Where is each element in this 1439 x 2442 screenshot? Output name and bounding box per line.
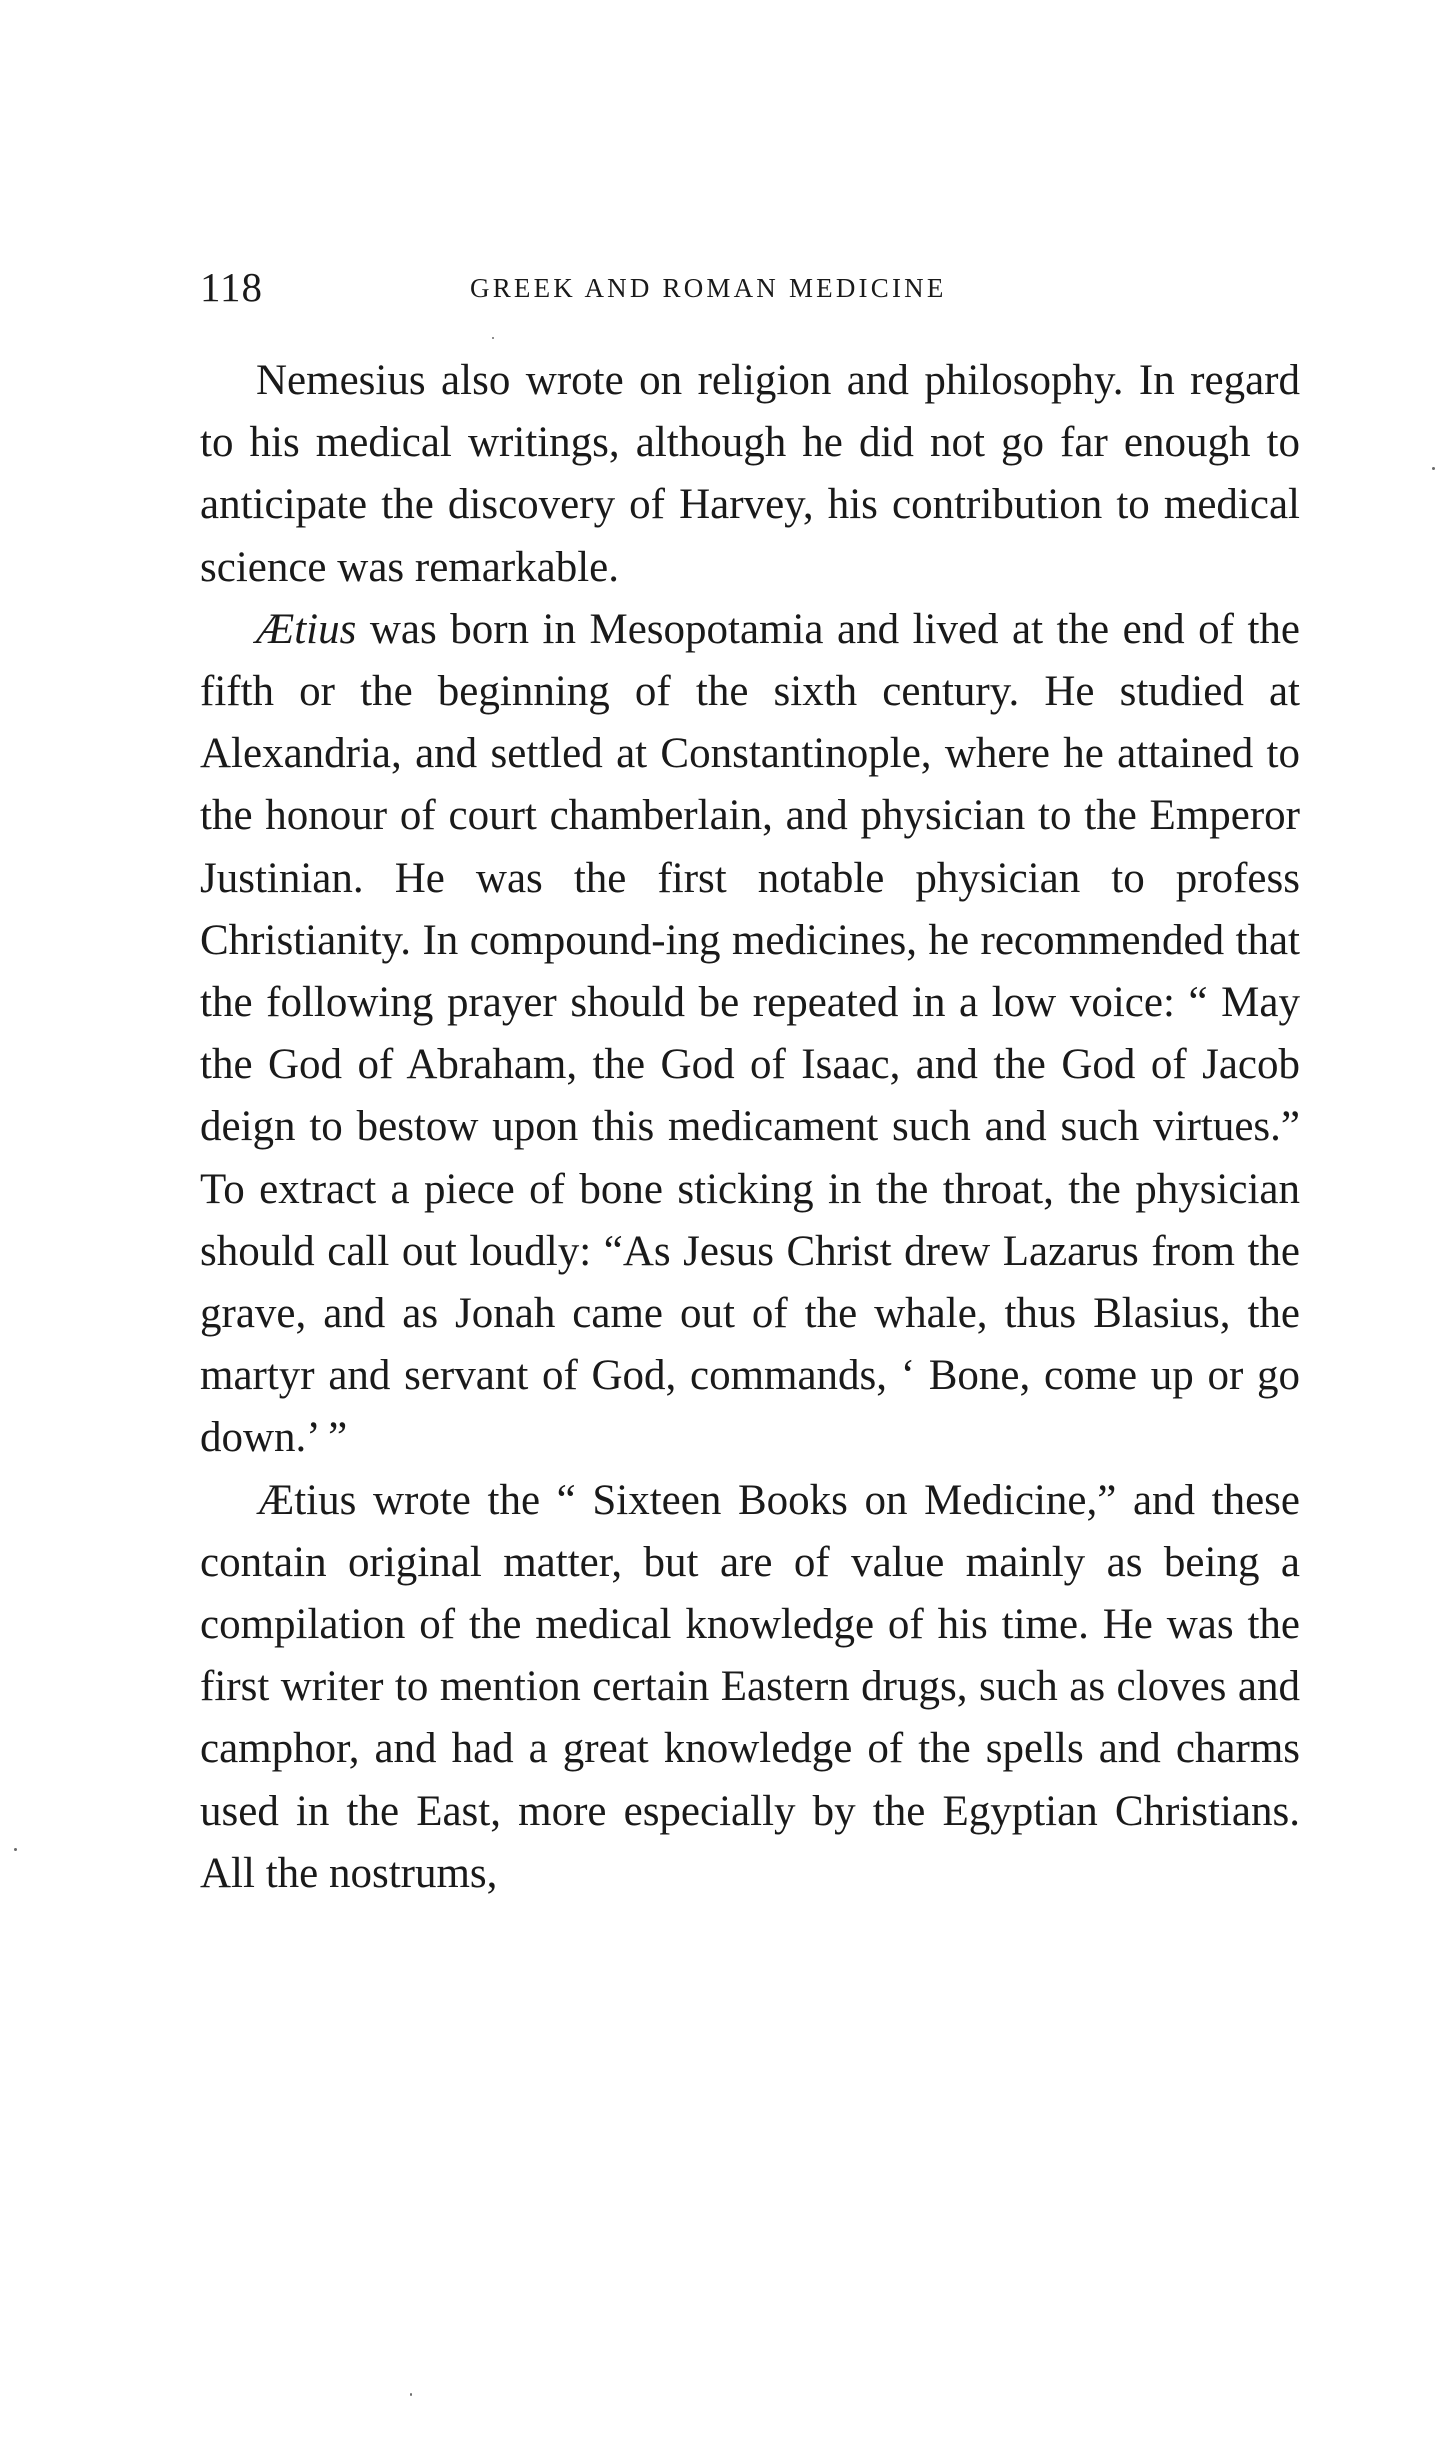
running-head bbox=[200, 262, 1300, 312]
paragraph-aetius-works: Ætius wrote the “ Sixteen Books on Medicine,” and these contain original matter, but are of value mainly as being a compilation of the medical knowledge of his time. He was the first writer to mention certain Eastern drugs, such as cloves and camphor, and had a great knowledge of the spells and charms used in the East, more especially by the Egyptian Christians. All the nostrums, bbox=[200, 1476, 1300, 1897]
scan-speck bbox=[492, 337, 494, 339]
aetius-name-italic: Ætius bbox=[256, 605, 357, 653]
running-title: GREEK AND ROMAN MEDICINE bbox=[470, 273, 947, 303]
page-number: 118 bbox=[200, 264, 263, 310]
paragraph-aetius-life-text: was born in Mesopotamia and lived at the end of the fifth or the beginning of the sixth century. He studied at Alexandria, and settled at Constantinople, where he attained to the honour of court chamberlain, and physician to the Emperor Justinian. He was the first notable physician to profess Christianity. In compound-ing medicines, he recommended that the following prayer should be repeated in a low voice: “ May the God of Abraham, the God of Isaac, and the God of Jacob deign to bestow upon this medicament such and such virtues.” To extract a piece of bone sticking in the throat, the physician should call out loudly: “As Jesus Christ drew Lazarus from the grave, and as Jonah came out of the whale, thus Blasius, the martyr and servant of God, commands, ‘ Bone, come up or go down.’ ” bbox=[200, 605, 1300, 1462]
scan-speck bbox=[410, 2393, 412, 2396]
scan-speck bbox=[1432, 467, 1435, 470]
body-text bbox=[200, 350, 1300, 1905]
scan-speck bbox=[14, 1848, 17, 1851]
paragraph-aetius-life bbox=[200, 599, 1300, 1470]
paragraph-nemesius: Nemesius also wrote on religion and philosophy. In regard to his medical writings, although he did not go far enough to anticipate the discovery of Harvey, his contribution to medical science was remarkable. bbox=[200, 357, 1300, 591]
